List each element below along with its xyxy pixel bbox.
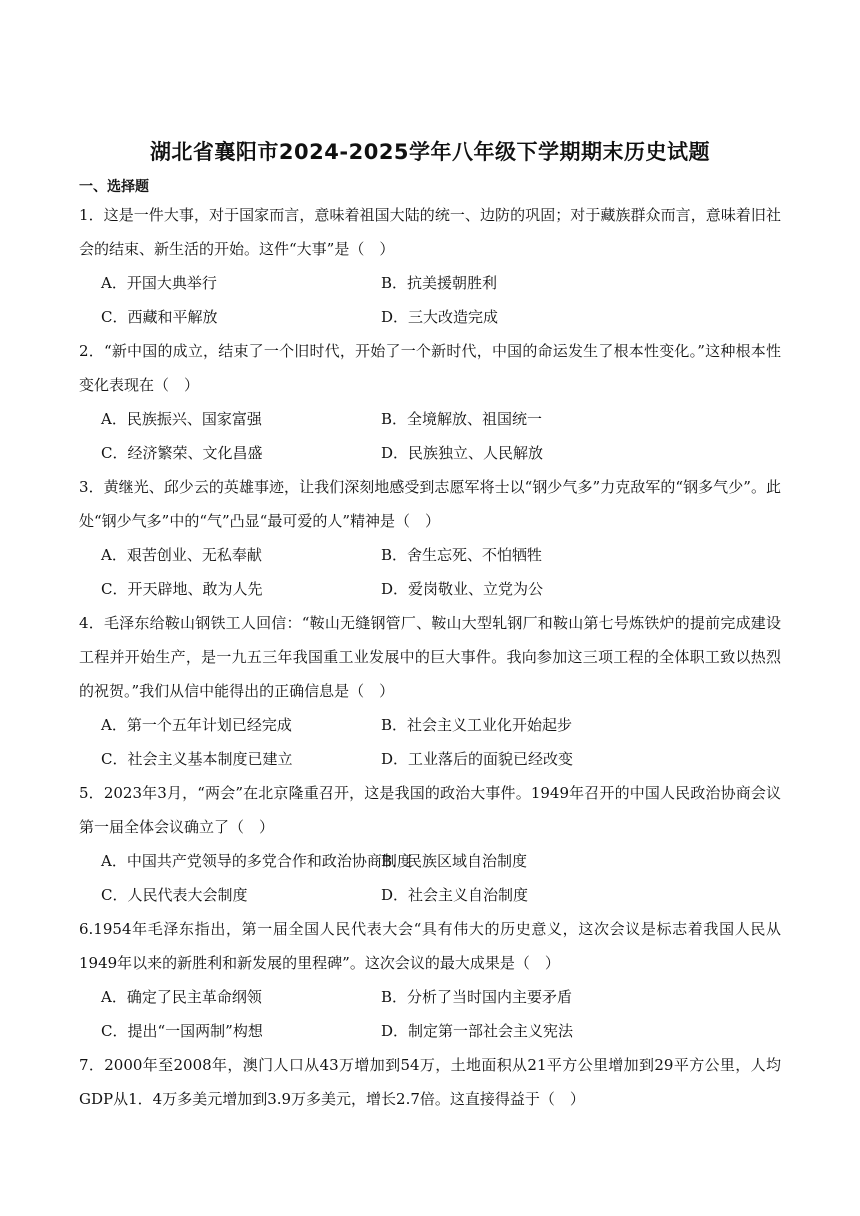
question-stem: 1．这是一件大事，对于国家而言，意味着祖国大陆的统一、边防的巩固；对于藏族群众而言，意味着旧社会的结束、新生活的开始。这件“大事”是（ ） [79, 206, 781, 258]
option-d: D．社会主义自治制度 [381, 886, 529, 904]
answer-options [79, 844, 781, 912]
question-stem: 6.1954年毛泽东指出，第一届全国人民代表大会“具有伟大的历史意义，这次会议是标志着我国人民从1949年以来的新胜利和新发展的里程碑”。这次会议的最大成果是（ ） [79, 920, 781, 972]
option-c: C．经济繁荣、文化昌盛 [101, 444, 263, 462]
question-item [79, 470, 781, 606]
question-stem: 7．2000年至2008年，澳门人口从43万增加到54万，土地面积从21平方公里增加到29平方公里，人均GDP从1．4万多美元增加到3.9万多美元，增长2.7倍。这直接得益于（ ） [79, 1056, 781, 1108]
option-c: C．提出“一国两制”构想 [101, 1022, 263, 1040]
option-c: C．人民代表大会制度 [101, 886, 248, 904]
question-item [79, 1048, 781, 1116]
answer-options [79, 708, 781, 776]
option-b: B．舍生忘死、不怕牺牲 [381, 546, 543, 564]
option-a: A．确定了民主革命纲领 [101, 988, 262, 1006]
option-a: A．民族振兴、国家富强 [101, 410, 262, 428]
question-item [79, 776, 781, 912]
option-c: C．社会主义基本制度已建立 [101, 750, 293, 768]
section-heading: 一、选择题 [79, 179, 149, 195]
option-b: B．全境解放、祖国统一 [381, 410, 543, 428]
option-d: D．三大改造完成 [381, 308, 499, 326]
question-item [79, 912, 781, 1048]
question-list [79, 198, 781, 1116]
question-item [79, 198, 781, 334]
question-stem: 5．2023年3月，“两会”在北京隆重召开，这是我国的政治大事件。1949年召开的中国人民政治协商会议第一届全体会议确立了（ ） [79, 784, 781, 836]
option-b: B．抗美援朝胜利 [381, 274, 498, 292]
option-d: D．制定第一部社会主义宪法 [381, 1022, 574, 1040]
option-c: C．开天辟地、敢为人先 [101, 580, 263, 598]
answer-options [79, 402, 781, 470]
question-stem: 2．“新中国的成立，结束了一个旧时代，开始了一个新时代，中国的命运发生了根本性变化。”这种根本性变化表现在（ ） [79, 342, 781, 394]
option-a: A．开国大典举行 [101, 274, 217, 292]
option-d: D．民族独立、人民解放 [381, 444, 544, 462]
answer-options [79, 538, 781, 606]
option-d: D．工业落后的面貌已经改变 [381, 750, 574, 768]
question-stem: 4．毛泽东给鞍山钢铁工人回信：“鞍山无缝钢管厂、鞍山大型轧钢厂和鞍山第七号炼铁炉的提前完成建设工程并开始生产，是一九五三年我国重工业发展中的巨大事件。我向参加这三项工程的全体职工致以热烈的祝贺。”我们从信中能得出的正确信息是（ ） [79, 614, 781, 700]
question-stem: 3．黄继光、邱少云的英雄事迹，让我们深刻地感受到志愿军将士以“钢少气多”力克敌军的“钢多气少”。此处“钢少气多”中的“气”凸显“最可爱的人”精神是（ ） [79, 478, 781, 530]
option-c: C．西藏和平解放 [101, 308, 218, 326]
option-b: B．社会主义工业化开始起步 [381, 716, 573, 734]
option-b: B．民族区域自治制度 [381, 852, 528, 870]
option-b: B．分析了当时国内主要矛盾 [381, 988, 573, 1006]
option-a: A．中国共产党领导的多党合作和政治协商制度 [101, 852, 412, 870]
option-a: A．第一个五年计划已经完成 [101, 716, 292, 734]
question-item [79, 606, 781, 776]
option-d: D．爱岗敬业、立党为公 [381, 580, 544, 598]
answer-options [79, 266, 781, 334]
option-a: A．艰苦创业、无私奉献 [101, 546, 262, 564]
question-item [79, 334, 781, 470]
exam-title: 湖北省襄阳市2024-2025学年八年级下学期期末历史试题 [149, 140, 711, 164]
answer-options [79, 980, 781, 1048]
